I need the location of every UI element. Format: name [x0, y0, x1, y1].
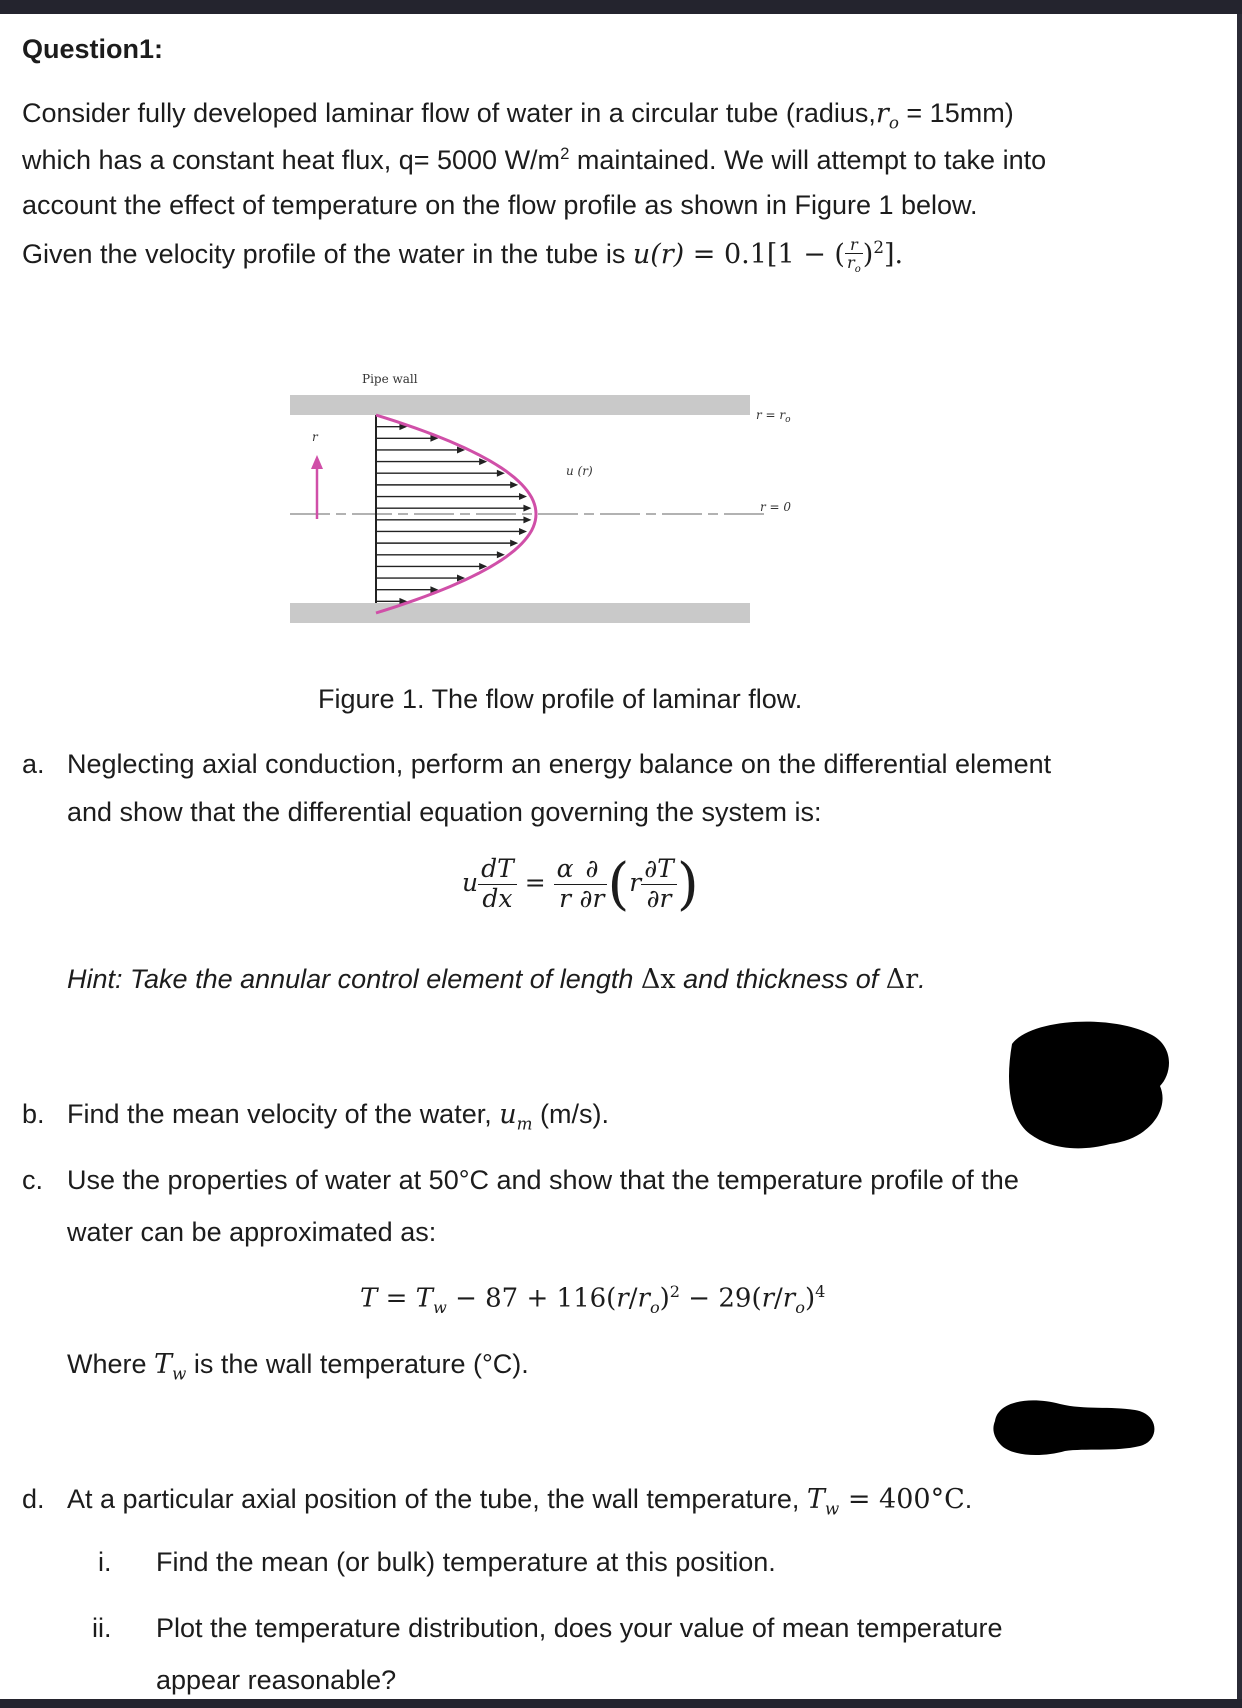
velocity-arrowhead — [519, 493, 527, 500]
part-d-marker: d. — [22, 1484, 45, 1514]
part-c-line-1: Use the properties of water at 50°C and show that the temperature profile of the — [67, 1165, 1019, 1195]
pipe-wall-label: Pipe wall — [362, 372, 418, 386]
document-page — [0, 14, 1237, 1699]
redaction-mark — [1000, 1014, 1175, 1154]
part-d-item-ii-line-2: appear reasonable? — [156, 1665, 397, 1695]
r-axis-arrowhead — [311, 455, 323, 469]
part-d-item-i-text: Find the mean (or bulk) temperature at this position. — [156, 1547, 776, 1577]
part-a-hint: Hint: Take the annular control element of length Δx and thickness of Δr. — [67, 964, 926, 995]
intro-line-1: Consider fully developed laminar flow of water in a circular tube $(radius,r_o = 15mm)$ — [22, 98, 1014, 133]
centerline-label: r = 0 — [760, 500, 792, 514]
part-c-where: Where $T_w$ is the wall temperature (°C). — [67, 1349, 529, 1384]
part-a-marker: a. — [22, 749, 45, 779]
top-pipe-wall — [290, 395, 750, 415]
part-d-item-ii-line-1: Plot the temperature distribution, does your value of mean temperature — [156, 1613, 1003, 1643]
question-title: Question1: — [22, 34, 164, 64]
velocity-arrowhead — [510, 540, 518, 547]
intro-line-3: account the effect of temperature on the flow profile as shown in Figure 1 below. — [22, 190, 978, 220]
intro-line-4: Given the velocity profile of the water in the tube is u(r) = 0.1[1 − ( $\frac{r}{r_o}$ )$^2$]. — [22, 235, 904, 276]
part-b-text: Find the mean velocity of the water, $u_m$ (m/s). — [67, 1099, 609, 1134]
window-edge-bottom — [0, 1699, 1242, 1708]
part-d-text: At a particular axial position of the tube, the wall temperature, $T_w = 400^\circ C$. — [67, 1484, 973, 1519]
velocity-arrowhead — [523, 505, 531, 512]
part-a-line-1: Neglecting axial conduction, perform an energy balance on the differential element — [67, 749, 1052, 779]
wall-position-label: $r = r_o$ — [756, 408, 791, 425]
part-d-item-ii-marker: ii. — [92, 1613, 112, 1643]
velocity-arrowhead — [523, 516, 531, 523]
bottom-pipe-wall — [290, 603, 750, 623]
flow-profile-figure — [276, 359, 856, 639]
governing-equation: u $\frac{dT}{dx}$ = $\frac{\alpha}{r}$ $\frac{\partial}{\partial r}$ (r $\frac{\partial T}{\partial r}$ ) — [462, 852, 699, 917]
part-a-line-2: and show that the differential equation governing the system is: — [67, 797, 822, 827]
velocity-arrowhead — [519, 528, 527, 535]
redaction-mark — [990, 1396, 1165, 1461]
velocity-arrowhead — [510, 481, 518, 488]
profile-label: u (r) — [566, 464, 593, 478]
r-axis-label: r — [312, 430, 318, 444]
part-b-marker: b. — [22, 1099, 45, 1129]
intro-line-2: which has a constant heat flux, q= 5000 $W/m^2$ maintained. We will attempt to take into — [22, 144, 1047, 175]
temperature-profile-equation: $T = T_w - 87 + 116(r/r_o)^2 - 29(r/r_o)^4$ — [360, 1282, 826, 1317]
part-c-marker: c. — [22, 1165, 44, 1195]
part-c-line-2: water can be approximated as: — [67, 1217, 437, 1247]
figure-caption: Figure 1. The flow profile of laminar flow. — [318, 684, 803, 714]
window-edge-right — [1237, 14, 1242, 1699]
part-d-item-i-marker: i. — [98, 1547, 112, 1577]
